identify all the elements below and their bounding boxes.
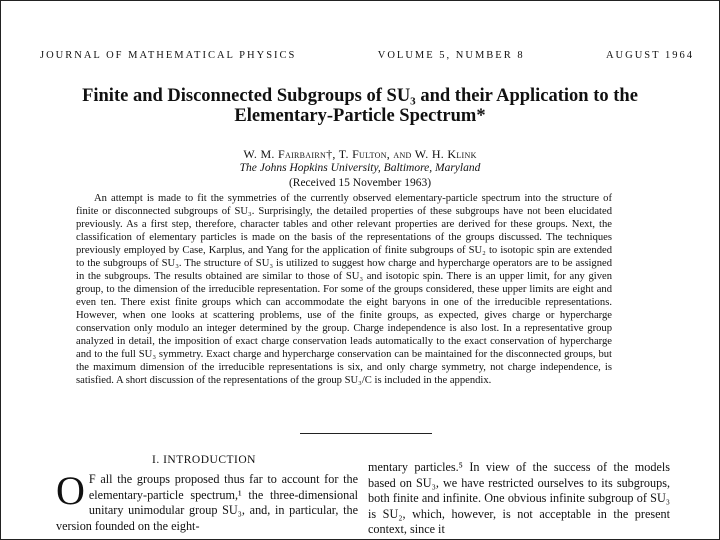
journal-name: JOURNAL OF MATHEMATICAL PHYSICS xyxy=(40,50,297,61)
drop-cap: O xyxy=(56,468,85,513)
affiliation: The Johns Hopkins University, Baltimore, Maryland xyxy=(239,162,481,174)
title-line-2: Elementary-Particle Spectrum* xyxy=(234,106,486,126)
title-line-1: Finite and Disconnected Subgroups of SU₃ and their Application to the xyxy=(82,86,638,106)
intro-right-column: mentary particles.⁵ In view of the success of the models based on SU₃, we have restricted ourselves to its subgroups, both finite and infinite. One obvious infinite subgroup of SU₃ is SU₂, which, however, is not acceptable in the present context, since it xyxy=(368,460,670,536)
volume-number: VOLUME 5, NUMBER 8 xyxy=(377,50,525,61)
separator-rule xyxy=(300,433,432,434)
abstract: An attempt is made to fit the symmetries of the currently observed elementary-particle spectrum into the structure of finite or disconnected subgroups of SU₃. Surprisingly, the detailed properties of these subgroups have not been elucidated previously. As a first step, therefore, character tables and other relevant properties are derived for these groups. Next, the classification of elementary particles is made on the basis of the representations of the groups discussed. The techniques previously employed by Case, Karplus, and Yang for the application of finite subgroups of SU₂ to isotopic spin are extended to the subgroups of SU₃. The structure of SU₃ is utilized to suggest how charge and hypercharge operators are to be assigned in the subgroups. The results obtained are similar to those of SU₃ and isotopic spin. There is an upper limit, for any given group, to the dimension of the irreducible representation. For some of the groups considered, these upper limits are eight and even ten. There exist finite groups which can accommodate the eight baryons in one of the irreducible representations. However, when one looks at scattering problems, use of the finite groups, as expected, gives charge or hypercharge conservation only modulo an integer determined by the group. Charge independence is also lost. In a representative group analyzed in detail, the imposition of exact charge conservation leads automatically to the exact conservation of hypercharge and to the full SU₃ symmetry. Exact charge and hypercharge conservation can be maintained for the disconnected groups, but the maximum dimension of the irreducible representations is six, and only charge symmetry, not charge independence, is satisfied. A short discussion of the representations of the group SU₃/C is included in the appendix. xyxy=(76,193,612,386)
authors: W. M. Fairbairn†, T. Fulton, and W. H. Klink xyxy=(243,147,477,161)
intro-left-text: F all the groups proposed thus far to account for the elementary-particle spectrum,¹ the three-dimensional unitary unimodular group SU₃, and, in particular, the version founded on the eight- xyxy=(56,472,358,533)
running-header xyxy=(40,50,694,61)
intro-left-column xyxy=(56,468,358,534)
received-date: (Received 15 November 1963) xyxy=(288,177,432,189)
paper-title xyxy=(80,86,640,126)
issue-date: AUGUST 1964 xyxy=(605,50,694,61)
section-heading: I. INTRODUCTION xyxy=(152,454,256,466)
